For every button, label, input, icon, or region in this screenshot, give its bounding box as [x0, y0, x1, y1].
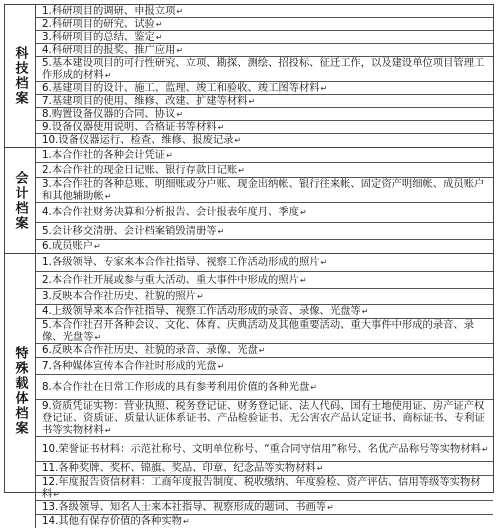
item-text: 1.本合作社的各种会计凭证 ↵ — [42, 149, 173, 162]
section-label — [5, 254, 36, 528]
item-text: 6.反映本合作社历史、社貌的录音、录像、光盘 ↵ — [42, 344, 265, 357]
item-text: 4.上级领导来本合作社指导、视察工作活动形成的录音、录像、光盘等 ↵ — [42, 305, 368, 318]
item-text: 10.荣誉证书材料：示范社称号、文明单位称号、“重合同守信用”称号、名优产品称号等实物材料 ↵ — [42, 443, 489, 456]
item-text: 2.本合作社开展或参与重大活动、重大事件中形成的照片 ↵ — [42, 274, 307, 287]
list-item — [36, 476, 493, 501]
item-text: 1.科研项目的调研、申报立项 ↵ — [42, 5, 183, 18]
item-list — [36, 148, 493, 253]
item-text: 14.其他有保存价值的各种实物 ↵ — [42, 515, 190, 528]
list-item — [36, 344, 493, 358]
list-item — [36, 5, 493, 18]
list-item — [36, 82, 493, 95]
list-item — [36, 134, 493, 147]
item-text: 4.本合作社财务决算和分析报告、会计报表年度月、季度 ↵ — [42, 206, 307, 219]
item-text: 7.基建项目的使用、维修、改建、扩建等材料 ↵ — [42, 95, 255, 108]
item-text: 10.设备仪器运行、检查、维修、报废记录 ↵ — [42, 134, 241, 147]
section-accounting-archives — [5, 148, 493, 254]
item-text: 2.科研项目的研究、试验 ↵ — [42, 18, 163, 31]
item-text: 2.本合作社的现金日记账、银行存款日记账 ↵ — [42, 164, 245, 177]
list-item — [36, 108, 493, 121]
list-item — [36, 121, 493, 134]
section-label-text: 会计档案 — [12, 170, 28, 231]
item-text: 9.资质凭证实物：营业执照、税务登记证、财务登记证、法人代码、国有土地使用证、房产证产权登记证、资质证、质量认证体系证书、产品检验证书、无公害农产品认定证书、商标证书、专利证书等实物材料 ↵ — [42, 400, 490, 437]
list-item — [36, 462, 493, 476]
item-text: 6.基建项目的设计、施工、监理、竣工和验收、竣工图等材料 ↵ — [42, 82, 327, 95]
item-text: 12.年度报告资信材料：工商年度报告制度、税收缴纳、年度验检、资产评估、信用等级等实物材料 ↵ — [42, 476, 490, 501]
list-item — [36, 44, 493, 57]
section-special-media-archives — [5, 254, 493, 528]
item-text: 11.各种奖牌、奖杯、锦旗、奖品、印章、纪念品等实物材料 ↵ — [42, 462, 324, 475]
item-text: 3.科研项目的总结、鉴定 ↵ — [42, 31, 163, 44]
list-item — [36, 501, 493, 515]
list-item — [36, 223, 493, 240]
section-label — [5, 148, 36, 253]
item-text: 1.各级领导、专家来本合作社指导、视察工作活动形成的照片 ↵ — [42, 256, 327, 269]
item-text: 5.基本建设项目的可行性研究、立项、勘探、测绘、招投标、征迁工作，以及建设单位项目管理工作形成的材料 ↵ — [42, 57, 490, 82]
list-item — [36, 400, 493, 437]
item-text: 7.各种媒体宣传本合作社时形成的光盘 ↵ — [42, 360, 224, 373]
section-tech-archives — [5, 5, 493, 148]
item-text: 3.反映本合作社历史、社貌的照片 ↵ — [42, 290, 204, 303]
list-item — [36, 203, 493, 223]
item-text: 5.本合作社召开各种会议、文化、体育、庆典活动及其他重要活动、重大事件中形成的录音、录像、光盘等 ↵ — [42, 319, 490, 344]
list-item — [36, 437, 493, 462]
item-text: 3.本合作社的各种总账、明细账或分户账、现金出纳帐、银行往来帐、固定资产明细帐、成员账户和其他辅助帐 ↵ — [42, 178, 490, 203]
list-item — [36, 305, 493, 319]
archive-table — [4, 4, 494, 527]
list-item — [36, 148, 493, 163]
list-item — [36, 240, 493, 253]
list-item — [36, 272, 493, 289]
list-item — [36, 515, 493, 528]
section-label — [5, 5, 36, 147]
item-text: 13.各级领导、知名人士来本社指导、视察形成的题词、书画等 ↵ — [42, 501, 334, 514]
item-text: 8.购置设备仪器的合同、协议 ↵ — [42, 108, 183, 121]
item-text: 9.设备仪器使用说明、合格证书等材料 ↵ — [42, 121, 224, 134]
list-item — [36, 358, 493, 375]
list-item — [36, 18, 493, 31]
item-list — [36, 5, 493, 147]
list-item — [36, 289, 493, 305]
list-item — [36, 31, 493, 44]
item-list — [36, 254, 493, 528]
list-item — [36, 163, 493, 178]
list-item — [36, 254, 493, 272]
list-item — [36, 375, 493, 400]
section-label-text: 特殊载体档案 — [12, 346, 28, 436]
list-item — [36, 178, 493, 203]
item-text: 5.会计移交清册、会计档案销毁清册等 ↵ — [42, 225, 224, 238]
item-text: 4.科研项目的报奖、推广应用 ↵ — [42, 44, 183, 57]
list-item — [36, 319, 493, 344]
list-item — [36, 57, 493, 82]
item-text: 8.本合作社在日常工作形成的具有参考利用价值的各种光盘 ↵ — [42, 381, 317, 394]
item-text: 6.成员账户 ↵ — [42, 240, 101, 253]
list-item — [36, 95, 493, 108]
section-label-text: 科技档案 — [12, 46, 28, 106]
